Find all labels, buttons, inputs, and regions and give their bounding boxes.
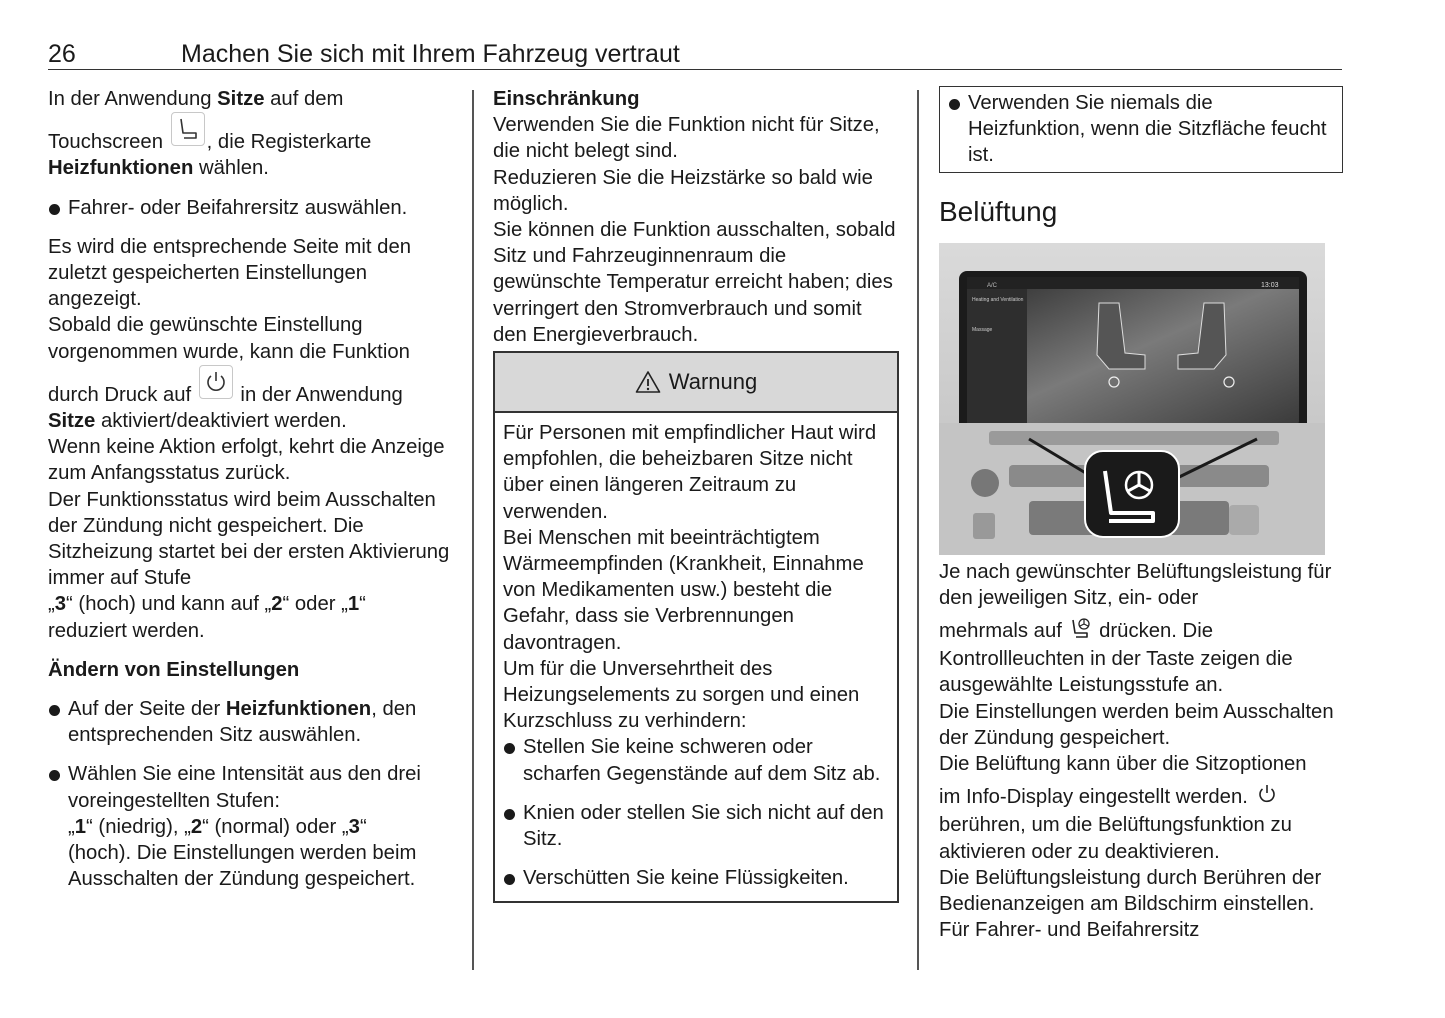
warning-label: Warnung — [668, 368, 758, 394]
paragraph: Die Belüftungsleistung durch Berühren der Bedienanzeigen am Bildschirm einstellen. Für Fahrer- und Beifahrersitz — [939, 866, 1322, 942]
paragraph: Je nach gewünschter Belüftungsleistung für den jeweiligen Sitz, ein- oder — [939, 560, 1332, 609]
paragraph: Sobald die gewünschte Einstellung vorgenommen wurde, kann die Funktion — [48, 314, 410, 363]
power-icon — [1256, 783, 1278, 812]
warning-body — [495, 413, 897, 901]
paragraph: Reduzieren Sie die Heizstärke so bald wie möglich. — [493, 166, 873, 215]
column-right — [939, 86, 1343, 943]
subheading: Ändern von Einstellungen — [48, 658, 300, 681]
seat-ventilation-icon — [1070, 617, 1092, 646]
paragraph: Kontrollleuchten in der Taste zeigen die ausgewählte Leistungsstufe an. — [939, 648, 1293, 697]
paragraph: Es wird die entsprechende Seite mit den zuletzt gespeicherten Einstellungen angezeigt. — [48, 235, 412, 311]
dashboard-image — [939, 243, 1325, 555]
subheading: Einschränkung — [493, 88, 640, 110]
paragraph: Der Funktionsstatus wird beim Ausschalten der Zündung nicht gespeichert. Die Sitzheizung startet bei der ersten Aktivierung immer auf Stufe „3“ (hoch) und kann auf „2“ oder „1“ reduziert werden. — [48, 488, 450, 642]
warning-box — [493, 351, 899, 903]
menu-massage: Massage — [972, 326, 993, 333]
list-item: Stellen Sie keine schweren oder scharfen Gegenstände auf dem Sitz ab. — [503, 734, 889, 786]
list-item: Knien oder stellen Sie sich nicht auf den Sitz. — [503, 800, 889, 852]
list-item: Fahrer- oder Beifahrersitz auswählen. — [48, 195, 453, 221]
warning-header — [495, 353, 897, 413]
list-item: Wählen Sie eine Intensität aus den drei voreingestellten Stufen: „1“ (niedrig), „2“ (normal) oder „3“ (hoch). Die Einstellungen werden beim Ausschalten der Zündung gespeichert. — [48, 761, 453, 892]
clock-text: 13:03 — [1261, 281, 1279, 289]
seat-ventilation-button — [1085, 451, 1179, 537]
paragraph: Touchscreen , die Registerkarte Heizfunktionen wählen. — [48, 118, 453, 181]
paragraph: In der Anwendung Sitze auf dem — [48, 88, 344, 110]
column-middle — [493, 86, 899, 903]
paragraph: im Info-Display eingestellt werden. berühren, um die Belüftungsfunktion zu aktivieren oder zu deaktivieren. — [939, 783, 1343, 865]
column-left — [48, 86, 453, 892]
paragraph: Wenn keine Aktion erfolgt, kehrt die Anzeige zum Anfangsstatus zurück. — [48, 436, 445, 485]
page-title: Machen Sie sich mit Ihrem Fahrzeug vertraut — [181, 40, 680, 68]
paragraph: mehrmals auf drücken. Die — [939, 617, 1343, 646]
paragraph: Die Belüftung kann über die Sitzoptionen — [939, 753, 1307, 776]
paragraph: Sie können die Funktion ausschalten, sobald Sitz und Fahrzeuginnenraum die gewünschte Temperatur erreicht haben; dies verringert den Stromverbrauch und somit den Energieverbrauch. — [493, 219, 896, 346]
power-icon — [199, 365, 233, 399]
paragraph: Um für die Unversehrtheit des Heizungselements zu sorgen und einen Kurzschluss zu verhindern: — [503, 657, 860, 733]
column-divider — [472, 90, 474, 970]
section-title: Belüftung — [939, 195, 1058, 227]
menu-heating: Heating and Ventilation — [972, 296, 1024, 303]
paragraph: Verwenden Sie die Funktion nicht für Sitze, die nicht belegt sind. — [493, 114, 880, 163]
column-divider — [917, 90, 919, 970]
seat-icon — [171, 112, 205, 146]
page-header — [48, 38, 1342, 70]
paragraph: Bei Menschen mit beeinträchtigtem Wärmeempfinden (Krankheit, Einnahme von Medikamenten usw.) besteht die Gefahr, dass sie Verbrennungen davontragen. — [503, 526, 864, 654]
paragraph: durch Druck auf in der Anwendung Sitze aktiviert/deaktiviert werden. — [48, 371, 453, 434]
warning-triangle-icon — [635, 370, 661, 394]
page-number: 26 — [48, 40, 76, 68]
list-item: Auf der Seite der Heizfunktionen, den entsprechenden Sitz auswählen. — [48, 696, 453, 748]
list-item: Verwenden Sie niemals die Heizfunktion, wenn die Sitzfläche feucht ist. — [948, 90, 1334, 169]
ac-indicator: A/C — [987, 282, 998, 289]
list-item: Verschütten Sie keine Flüssigkeiten. — [503, 865, 889, 891]
paragraph: Für Personen mit empfindlicher Haut wird empfohlen, die beheizbaren Sitze nicht über einen längeren Zeitraum zu verwenden. — [503, 422, 877, 523]
note-box — [939, 86, 1343, 173]
paragraph: Die Einstellungen werden beim Ausschalten der Zündung gespeichert. — [939, 700, 1334, 749]
dashboard-illustration — [939, 243, 1325, 555]
